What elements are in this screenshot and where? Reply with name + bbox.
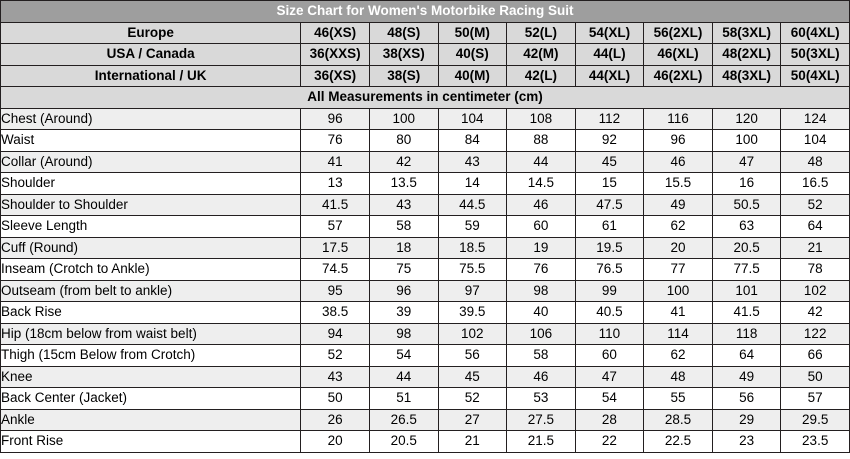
measurement-value: 16.5	[781, 173, 850, 195]
size-cell: 50(3XL)	[781, 44, 850, 66]
measurement-value: 27.5	[507, 409, 576, 431]
size-cell: 60(4XL)	[781, 22, 850, 44]
measurement-value: 112	[575, 108, 644, 130]
measurement-value: 44	[369, 366, 438, 388]
measurement-value: 27	[438, 409, 507, 431]
measurement-value: 78	[781, 259, 850, 281]
size-cell: 50(4XL)	[781, 65, 850, 87]
region-row-usa-canada	[1, 44, 850, 66]
measurement-value: 41	[301, 151, 370, 173]
measurement-label: Thigh (15cm Below from Crotch)	[1, 345, 301, 367]
measurement-value: 39	[369, 302, 438, 324]
measurement-value: 88	[507, 130, 576, 152]
size-cell: 50(M)	[438, 22, 507, 44]
measurement-value: 18.5	[438, 237, 507, 259]
table-row	[1, 173, 850, 195]
measurement-value: 77.5	[712, 259, 781, 281]
measurement-value: 63	[712, 216, 781, 238]
measurement-value: 21	[438, 431, 507, 453]
table-row	[1, 259, 850, 281]
measurement-value: 62	[644, 345, 713, 367]
title-row	[1, 1, 850, 23]
measurement-value: 52	[301, 345, 370, 367]
measurement-value: 66	[781, 345, 850, 367]
measurement-value: 101	[712, 280, 781, 302]
measurement-value: 94	[301, 323, 370, 345]
table-row	[1, 409, 850, 431]
size-cell: 36(XS)	[301, 65, 370, 87]
measurement-value: 56	[438, 345, 507, 367]
measurement-value: 98	[507, 280, 576, 302]
measurement-value: 110	[575, 323, 644, 345]
measurement-value: 28	[575, 409, 644, 431]
size-cell: 44(XL)	[575, 65, 644, 87]
measurement-value: 58	[369, 216, 438, 238]
region-row-international-uk	[1, 65, 850, 87]
measurement-value: 23.5	[781, 431, 850, 453]
table-row	[1, 216, 850, 238]
table-row	[1, 431, 850, 453]
measurement-value: 48	[781, 151, 850, 173]
measurement-value: 20.5	[712, 237, 781, 259]
region-row-europe	[1, 22, 850, 44]
measurement-label: Waist	[1, 130, 301, 152]
measurement-value: 56	[712, 388, 781, 410]
measurement-value: 116	[644, 108, 713, 130]
units-note: All Measurements in centimeter (cm)	[1, 87, 850, 109]
measurement-value: 64	[712, 345, 781, 367]
table-row	[1, 108, 850, 130]
measurement-value: 16	[712, 173, 781, 195]
measurement-value: 75	[369, 259, 438, 281]
table-row	[1, 130, 850, 152]
measurement-value: 15.5	[644, 173, 713, 195]
measurement-value: 100	[712, 130, 781, 152]
measurement-value: 42	[369, 151, 438, 173]
measurement-value: 29.5	[781, 409, 850, 431]
measurement-value: 46	[507, 194, 576, 216]
measurement-value: 77	[644, 259, 713, 281]
measurement-value: 97	[438, 280, 507, 302]
measurement-value: 100	[644, 280, 713, 302]
measurement-value: 104	[781, 130, 850, 152]
size-cell: 44(L)	[575, 44, 644, 66]
measurement-value: 99	[575, 280, 644, 302]
measurement-value: 17.5	[301, 237, 370, 259]
measurement-value: 22	[575, 431, 644, 453]
table-row	[1, 194, 850, 216]
measurement-value: 60	[575, 345, 644, 367]
measurement-label: Outseam (from belt to ankle)	[1, 280, 301, 302]
table-row	[1, 345, 850, 367]
measurement-value: 98	[369, 323, 438, 345]
measurement-label: Inseam (Crotch to Ankle)	[1, 259, 301, 281]
measurement-value: 124	[781, 108, 850, 130]
measurement-value: 58	[507, 345, 576, 367]
size-cell: 38(XS)	[369, 44, 438, 66]
size-cell: 56(2XL)	[644, 22, 713, 44]
measurement-value: 20	[301, 431, 370, 453]
measurement-value: 14	[438, 173, 507, 195]
measurement-value: 19.5	[575, 237, 644, 259]
measurement-value: 74.5	[301, 259, 370, 281]
measurement-label: Hip (18cm below from waist belt)	[1, 323, 301, 345]
measurement-value: 55	[644, 388, 713, 410]
measurement-value: 13	[301, 173, 370, 195]
measurement-value: 21.5	[507, 431, 576, 453]
size-cell: 38(S)	[369, 65, 438, 87]
measurement-value: 23	[712, 431, 781, 453]
measurement-value: 20.5	[369, 431, 438, 453]
measurement-value: 18	[369, 237, 438, 259]
size-cell: 48(2XL)	[712, 44, 781, 66]
measurement-value: 50	[781, 366, 850, 388]
measurement-value: 43	[369, 194, 438, 216]
region-label-europe: Europe	[1, 22, 301, 44]
measurement-value: 22.5	[644, 431, 713, 453]
measurement-label: Knee	[1, 366, 301, 388]
measurement-value: 64	[781, 216, 850, 238]
measurement-value: 47	[575, 366, 644, 388]
size-chart-body	[1, 1, 850, 453]
measurement-value: 21	[781, 237, 850, 259]
measurement-value: 15	[575, 173, 644, 195]
region-label-usa-canada: USA / Canada	[1, 44, 301, 66]
measurement-value: 26	[301, 409, 370, 431]
size-cell: 58(3XL)	[712, 22, 781, 44]
measurement-value: 46	[644, 151, 713, 173]
size-cell: 48(S)	[369, 22, 438, 44]
measurement-value: 122	[781, 323, 850, 345]
table-row	[1, 388, 850, 410]
measurement-value: 76.5	[575, 259, 644, 281]
size-cell: 42(M)	[507, 44, 576, 66]
table-row	[1, 280, 850, 302]
measurement-label: Shoulder	[1, 173, 301, 195]
measurement-label: Collar (Around)	[1, 151, 301, 173]
measurement-value: 42	[781, 302, 850, 324]
measurement-value: 49	[644, 194, 713, 216]
size-cell: 46(XS)	[301, 22, 370, 44]
size-cell: 46(2XL)	[644, 65, 713, 87]
table-row	[1, 237, 850, 259]
size-cell: 46(XL)	[644, 44, 713, 66]
measurement-value: 52	[781, 194, 850, 216]
measurement-value: 76	[301, 130, 370, 152]
measurement-value: 20	[644, 237, 713, 259]
measurement-value: 19	[507, 237, 576, 259]
measurement-value: 80	[369, 130, 438, 152]
measurement-label: Ankle	[1, 409, 301, 431]
measurement-value: 48	[644, 366, 713, 388]
measurement-value: 96	[369, 280, 438, 302]
size-cell: 54(XL)	[575, 22, 644, 44]
measurement-value: 38.5	[301, 302, 370, 324]
chart-title: Size Chart for Women's Motorbike Racing Suit	[1, 1, 850, 23]
measurement-value: 60	[507, 216, 576, 238]
measurement-value: 29	[712, 409, 781, 431]
measurement-label: Front Rise	[1, 431, 301, 453]
measurement-value: 102	[781, 280, 850, 302]
size-cell: 40(M)	[438, 65, 507, 87]
measurement-value: 120	[712, 108, 781, 130]
measurement-value: 57	[781, 388, 850, 410]
measurement-value: 102	[438, 323, 507, 345]
measurement-value: 76	[507, 259, 576, 281]
size-cell: 48(3XL)	[712, 65, 781, 87]
measurement-value: 44.5	[438, 194, 507, 216]
measurement-value: 14.5	[507, 173, 576, 195]
measurement-value: 118	[712, 323, 781, 345]
measurement-value: 40.5	[575, 302, 644, 324]
measurement-value: 45	[575, 151, 644, 173]
measurement-value: 95	[301, 280, 370, 302]
measurement-value: 84	[438, 130, 507, 152]
measurement-value: 41.5	[301, 194, 370, 216]
measurement-value: 50	[301, 388, 370, 410]
measurement-value: 62	[644, 216, 713, 238]
measurement-value: 43	[438, 151, 507, 173]
measurement-value: 53	[507, 388, 576, 410]
measurement-value: 52	[438, 388, 507, 410]
measurement-value: 50.5	[712, 194, 781, 216]
measurement-value: 45	[438, 366, 507, 388]
measurement-value: 96	[301, 108, 370, 130]
measurement-value: 47	[712, 151, 781, 173]
measurement-label: Back Center (Jacket)	[1, 388, 301, 410]
measurement-value: 47.5	[575, 194, 644, 216]
measurement-value: 61	[575, 216, 644, 238]
measurement-value: 43	[301, 366, 370, 388]
region-label-international-uk: International / UK	[1, 65, 301, 87]
measurement-value: 41	[644, 302, 713, 324]
measurement-value: 75.5	[438, 259, 507, 281]
measurement-value: 28.5	[644, 409, 713, 431]
size-cell: 52(L)	[507, 22, 576, 44]
measurement-label: Chest (Around)	[1, 108, 301, 130]
measurement-value: 92	[575, 130, 644, 152]
measurement-value: 54	[369, 345, 438, 367]
measurement-value: 26.5	[369, 409, 438, 431]
measurement-value: 41.5	[712, 302, 781, 324]
size-cell: 42(L)	[507, 65, 576, 87]
size-cell: 40(S)	[438, 44, 507, 66]
measurement-value: 49	[712, 366, 781, 388]
measurement-label: Sleeve Length	[1, 216, 301, 238]
measurement-value: 106	[507, 323, 576, 345]
size-cell: 36(XXS)	[301, 44, 370, 66]
measurement-value: 57	[301, 216, 370, 238]
measurement-value: 104	[438, 108, 507, 130]
table-row	[1, 302, 850, 324]
table-row	[1, 151, 850, 173]
measurement-value: 51	[369, 388, 438, 410]
measurement-label: Back Rise	[1, 302, 301, 324]
measurement-value: 46	[507, 366, 576, 388]
table-row	[1, 323, 850, 345]
measurement-value: 54	[575, 388, 644, 410]
measurement-label: Shoulder to Shoulder	[1, 194, 301, 216]
measurement-value: 59	[438, 216, 507, 238]
measurement-label: Cuff (Round)	[1, 237, 301, 259]
measurement-value: 40	[507, 302, 576, 324]
units-row	[1, 87, 850, 109]
measurement-value: 100	[369, 108, 438, 130]
measurement-value: 108	[507, 108, 576, 130]
measurement-value: 96	[644, 130, 713, 152]
measurement-value: 44	[507, 151, 576, 173]
measurement-value: 13.5	[369, 173, 438, 195]
measurement-value: 114	[644, 323, 713, 345]
table-row	[1, 366, 850, 388]
measurement-value: 39.5	[438, 302, 507, 324]
